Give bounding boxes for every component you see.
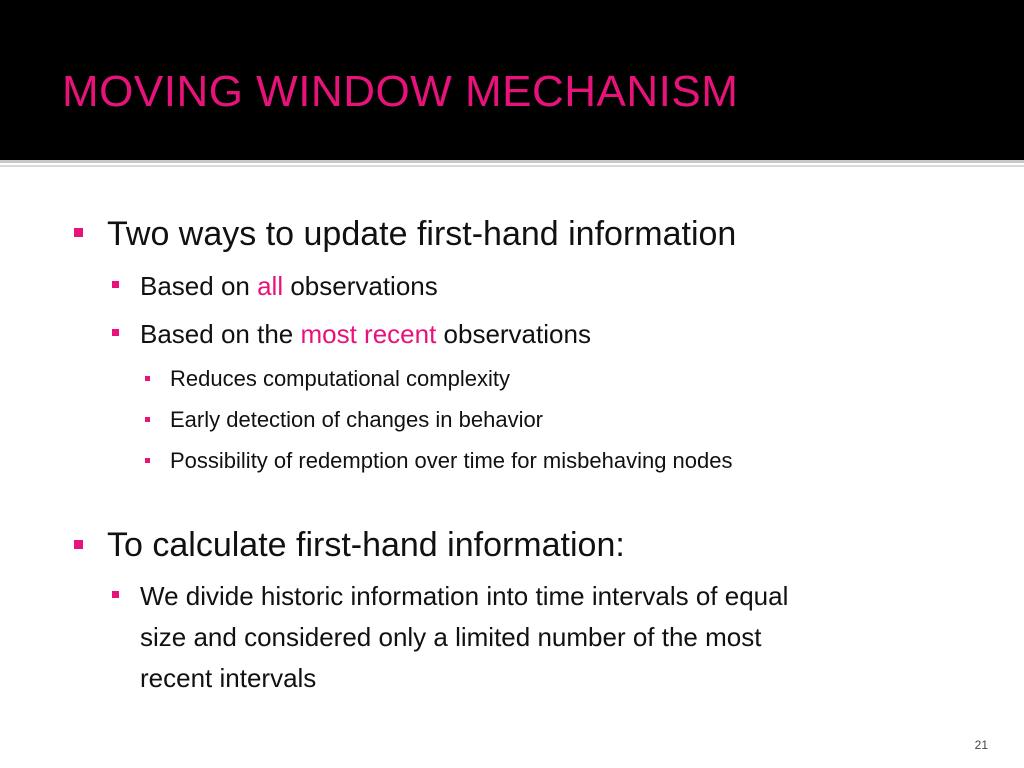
section1-subitem: Reduces computational complexity — [170, 366, 510, 391]
item2-text-pre: Based on the — [140, 319, 301, 349]
section1-subitem: Possibility of redemption over time for misbehaving nodes — [170, 448, 733, 473]
item1-text-post: observations — [283, 271, 438, 301]
slide-title: MOVING WINDOW MECHANISM — [62, 67, 739, 116]
bullet-level3-icon — [145, 458, 150, 463]
item1-text-pre: Based on — [140, 271, 258, 301]
item2-text-accent: most recent — [300, 319, 437, 349]
section1-item2 — [140, 314, 591, 354]
bullet-level3-icon — [145, 417, 150, 422]
bullet-level2-icon — [112, 281, 119, 288]
bullet-level2-icon — [112, 329, 119, 336]
bullet-level2-icon — [112, 591, 119, 598]
section1-item1 — [140, 266, 438, 306]
bullet-level1-icon — [74, 228, 83, 237]
section2-item-line: size and considered only a limited number of the most — [140, 622, 762, 652]
section1-subitem: Early detection of changes in behavior — [170, 407, 544, 432]
item1-text-accent: all — [257, 271, 284, 301]
page-number: 21 — [974, 738, 988, 752]
title-divider-secondary — [0, 165, 1024, 167]
bullet-level1-icon — [74, 540, 83, 549]
section1-heading: Two ways to update first-hand information — [107, 215, 737, 253]
title-divider — [0, 160, 1024, 163]
title-bar — [0, 0, 1024, 160]
section2-item-line: We divide historic information into time intervals of equal — [140, 581, 789, 611]
item2-text-post: observations — [436, 319, 591, 349]
bullet-level3-icon — [145, 376, 150, 381]
section2-heading: To calculate first-hand information: — [107, 526, 625, 564]
section2-item-line: recent intervals — [140, 663, 317, 693]
